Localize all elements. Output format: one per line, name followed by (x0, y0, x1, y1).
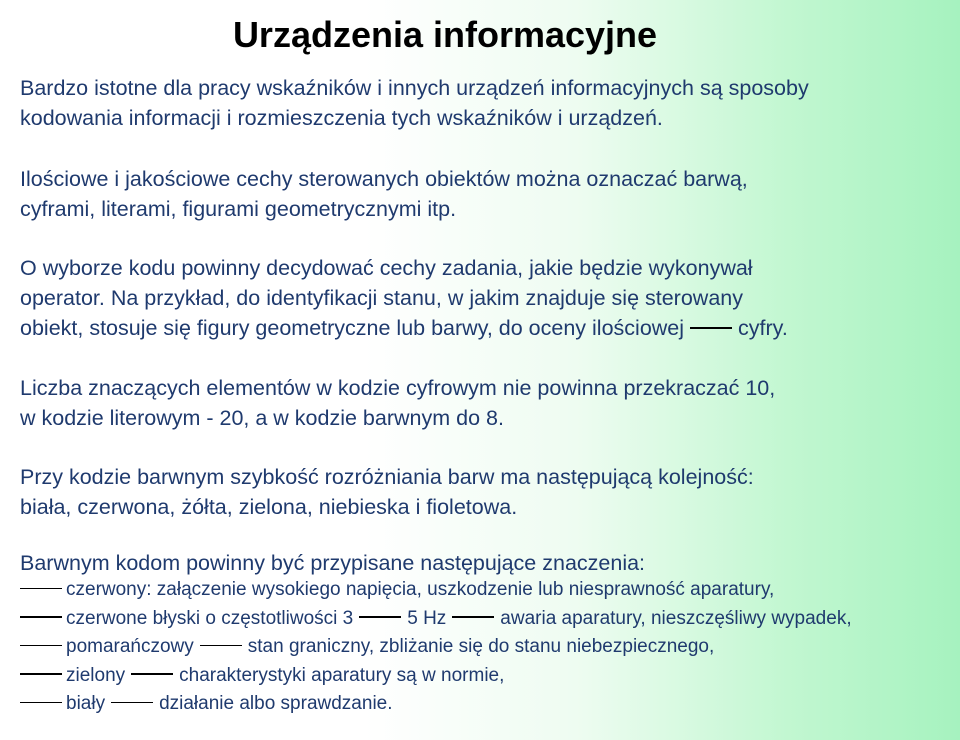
text-line: Liczba znaczących elementów w kodzie cyfrowym nie powinna przekraczać 10, (20, 376, 776, 400)
paragraph-meanings-intro: Barwnym kodom powinny być przypisane następujące znaczenia: (20, 551, 646, 575)
slide-title: Urządzenia informacyjne (232, 14, 658, 55)
text-line: Ilościowe i jakościowe cechy sterowanych obiektów można oznaczać barwą, (20, 167, 748, 191)
list-text: działanie albo sprawdzanie. (159, 693, 393, 714)
text-line: kodowania informacji i rozmieszczenia tych wskaźników i urządzeń. (20, 106, 663, 130)
em-dash (200, 645, 242, 647)
em-dash (20, 588, 62, 590)
em-dash (452, 616, 494, 618)
list-item (20, 690, 920, 719)
list-text: charakterystyki aparatury są w normie, (179, 664, 505, 686)
em-dash (131, 673, 173, 675)
paragraph-color-order (20, 462, 920, 522)
em-dash (111, 702, 153, 704)
text-segment: cyfry. (738, 316, 788, 340)
paragraph-code-choice (20, 253, 920, 343)
paragraph-features (20, 164, 920, 224)
em-dash (20, 616, 62, 618)
em-dash (690, 327, 732, 329)
text-line: O wyborze kodu powinny decydować cechy zadania, jakie będzie wykonywał (20, 256, 753, 280)
text-line: operator. Na przykład, do identyfikacji stanu, w jakim znajduje się sterowany (20, 286, 743, 310)
text-line: cyframi, literami, figurami geometrycznymi itp. (20, 197, 457, 221)
color-meanings-list (20, 576, 920, 719)
text-line: Przy kodzie barwnym szybkość rozróżniania barw ma następującą kolejność: (20, 465, 754, 489)
text-line: Bardzo istotne dla pracy wskaźników i innych urządzeń informacyjnych są sposoby (20, 76, 809, 100)
list-text: awaria aparatury, nieszczęśliwy wypadek, (500, 607, 852, 629)
list-item (20, 633, 920, 662)
text-line: w kodzie literowym - 20, a w kodzie barwnym do 8. (20, 406, 504, 430)
text-line (20, 313, 920, 343)
list-text: 5 Hz (407, 607, 447, 629)
em-dash (359, 616, 401, 618)
list-text: zielony (66, 664, 126, 686)
text-line: biała, czerwona, żółta, zielona, niebieska i fioletowa. (20, 495, 518, 519)
paragraph-element-limits (20, 373, 920, 433)
list-text: pomarańczowy (66, 636, 194, 657)
list-item (20, 662, 920, 691)
list-item (20, 605, 920, 634)
list-text: czerwone błyski o częstotliwości 3 (66, 607, 354, 629)
paragraph-coding-methods (20, 73, 920, 133)
list-text: biały (66, 693, 106, 714)
list-item (20, 576, 920, 605)
list-text: czerwony: załączenie wysokiego napięcia, uszkodzenie lub niesprawność aparatury, (66, 579, 775, 600)
em-dash (20, 673, 62, 675)
text-segment: obiekt, stosuje się figury geometryczne lub barwy, do oceny ilościowej (20, 316, 685, 340)
list-text: stan graniczny, zbliżanie się do stanu niebezpiecznego, (247, 636, 715, 657)
em-dash (20, 702, 62, 704)
em-dash (20, 645, 62, 647)
